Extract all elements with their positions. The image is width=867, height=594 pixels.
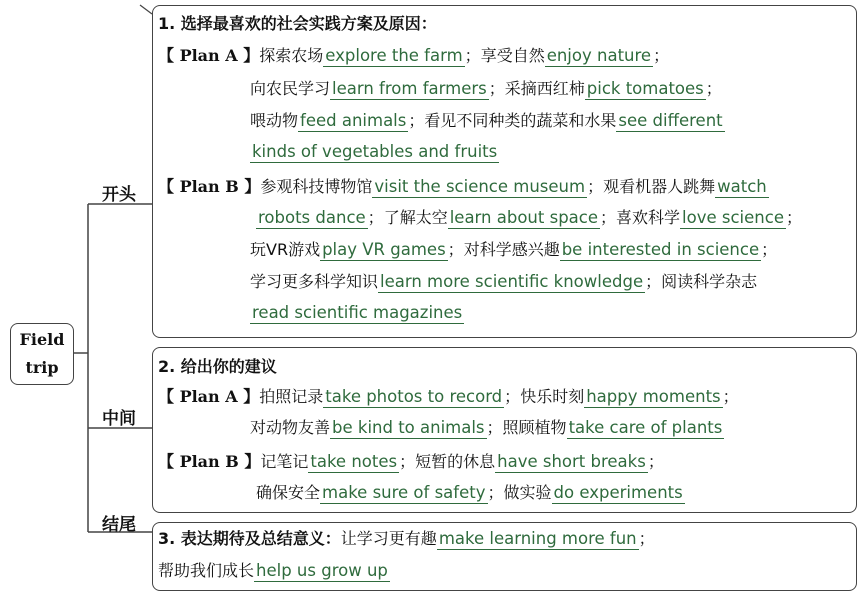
answer-phrase: make sure of safety	[322, 483, 486, 502]
answer-phrase: read scientific magazines	[252, 303, 463, 322]
phrase-cn: 快乐时刻	[520, 387, 585, 406]
answer-phrase: take care of plants	[568, 418, 723, 437]
s2-plan-b-row-2: 确保安全 make sure of safety ；做实验 do experiments	[256, 483, 683, 502]
plan-b-tag: 【 Plan B 】	[158, 177, 261, 196]
phrase-cn: 观看机器人跳舞	[603, 177, 716, 196]
phrase-cn: 喜欢科学	[616, 208, 681, 227]
s1-plan-b-row-2: robots dance ；了解太空 learn about space ；喜欢科学 love science ；	[258, 208, 802, 227]
answer-phrase: make learning more fun	[438, 529, 637, 548]
phrase-cn: 记笔记	[260, 452, 309, 471]
answer-phrase: learn more scientific knowledge	[380, 272, 644, 291]
answer-phrase: robots dance	[258, 208, 366, 227]
s1-plan-a-row-2: 向农民学习 learn from farmers ；采摘西红柿 pick tomatoes ；	[250, 79, 722, 98]
answer-phrase: have short breaks	[497, 452, 646, 471]
phrase-cn: 拍照记录	[259, 387, 324, 406]
root-node	[10, 323, 74, 385]
s1-plan-a-row-3: 喂动物 feed animals ；看见不同种类的蔬菜和水果 see different	[250, 111, 723, 130]
s1-plan-b-row-3: 玩VR游戏 play VR games ；对科学感兴趣 be interested in science ；	[250, 240, 778, 259]
phrase-cn: 学习更多科学知识	[250, 272, 379, 291]
phrase-cn: 参观科技博物馆	[260, 177, 373, 196]
answer-phrase: kinds of vegetables and fruits	[252, 142, 498, 161]
answer-phrase: be kind to animals	[332, 418, 485, 437]
s1-plan-a-row-1: 【 Plan A 】探索农场 explore the farm ；享受自然 enjoy nature ；	[158, 46, 670, 65]
phrase-cn: 照顾植物	[502, 418, 567, 437]
answer-phrase: play VR games	[322, 240, 446, 259]
answer-phrase: learn from farmers	[332, 79, 487, 98]
section-2-title: 2. 给出你的建议	[158, 357, 277, 376]
phrase-cn: 帮助我们成长	[158, 561, 255, 580]
s1-plan-b-row-4: 学习更多科学知识 learn more scientific knowledge ；阅读科学杂志	[250, 272, 758, 291]
s1-plan-b-row-5	[250, 302, 464, 324]
plan-a-tag: 【 Plan A 】	[158, 46, 260, 65]
phrase-cn: 短暂的休息	[415, 452, 496, 471]
s2-plan-b-row-1: 【 Plan B 】记笔记 take notes ；短暂的休息 have short breaks ；	[158, 452, 664, 471]
answer-phrase: pick tomatoes	[586, 79, 704, 98]
answer-phrase: see different	[618, 111, 723, 130]
phrase-cn: 确保安全	[256, 483, 321, 502]
answer-phrase: happy moments	[586, 387, 721, 406]
answer-phrase: take photos to record	[325, 387, 503, 406]
s3-row-2	[158, 560, 390, 582]
answer-phrase: help us grow up	[256, 561, 388, 580]
plan-b-tag: 【 Plan B 】	[158, 452, 261, 471]
answer-phrase: visit the science museum	[374, 177, 586, 196]
s1-plan-a-row-4	[250, 141, 499, 163]
phrase-cn: 探索农场	[259, 46, 324, 65]
phrase-cn: 让学习更有趣	[340, 529, 437, 548]
phrase-cn: 玩VR游戏	[250, 240, 321, 259]
answer-phrase: love science	[682, 208, 784, 227]
section-3-title: 3. 表达期待及总结意义：	[158, 529, 341, 548]
s3-row-1: 3. 表达期待及总结意义：让学习更有趣 make learning more fun ；	[158, 529, 655, 548]
phrase-cn: 喂动物	[250, 111, 299, 130]
phrase-cn: 享受自然	[480, 46, 545, 65]
s1-plan-b-row-1: 【 Plan B 】参观科技博物馆 visit the science museum ；观看机器人跳舞 watch	[158, 177, 767, 196]
s2-plan-a-row-1: 【 Plan A 】拍照记录 take photos to record ；快乐时刻 happy moments ；	[158, 387, 739, 406]
answer-phrase: be interested in science	[561, 240, 760, 259]
answer-phrase: enjoy nature	[546, 46, 652, 65]
root-line-1: Field	[19, 330, 65, 349]
phrase-cn: 向农民学习	[250, 79, 331, 98]
phrase-cn: 对科学感兴趣	[463, 240, 560, 259]
section-1-title: 1. 选择最喜欢的社会实践方案及原因：	[158, 14, 437, 33]
branch-label-middle: 中间	[102, 409, 136, 429]
answer-phrase: watch	[717, 177, 767, 196]
phrase-cn: 对动物友善	[250, 418, 331, 437]
branch-label-ending: 结尾	[102, 515, 136, 535]
phrase-cn: 了解太空	[383, 208, 448, 227]
root-line-2: trip	[25, 358, 59, 377]
phrase-cn: 看见不同种类的蔬菜和水果	[424, 111, 617, 130]
answer-phrase: learn about space	[449, 208, 599, 227]
phrase-cn: 阅读科学杂志	[661, 272, 758, 291]
answer-phrase: explore the farm	[325, 46, 463, 65]
answer-phrase: do experiments	[553, 483, 683, 502]
phrase-cn: 采摘西红柿	[504, 79, 585, 98]
branch-label-opening: 开头	[102, 185, 136, 205]
plan-a-tag: 【 Plan A 】	[158, 387, 260, 406]
phrase-cn: 做实验	[503, 483, 552, 502]
answer-phrase: feed animals	[300, 111, 407, 130]
s2-plan-a-row-2: 对动物友善 be kind to animals ；照顾植物 take care of plants	[250, 418, 723, 437]
answer-phrase: take notes	[310, 452, 398, 471]
